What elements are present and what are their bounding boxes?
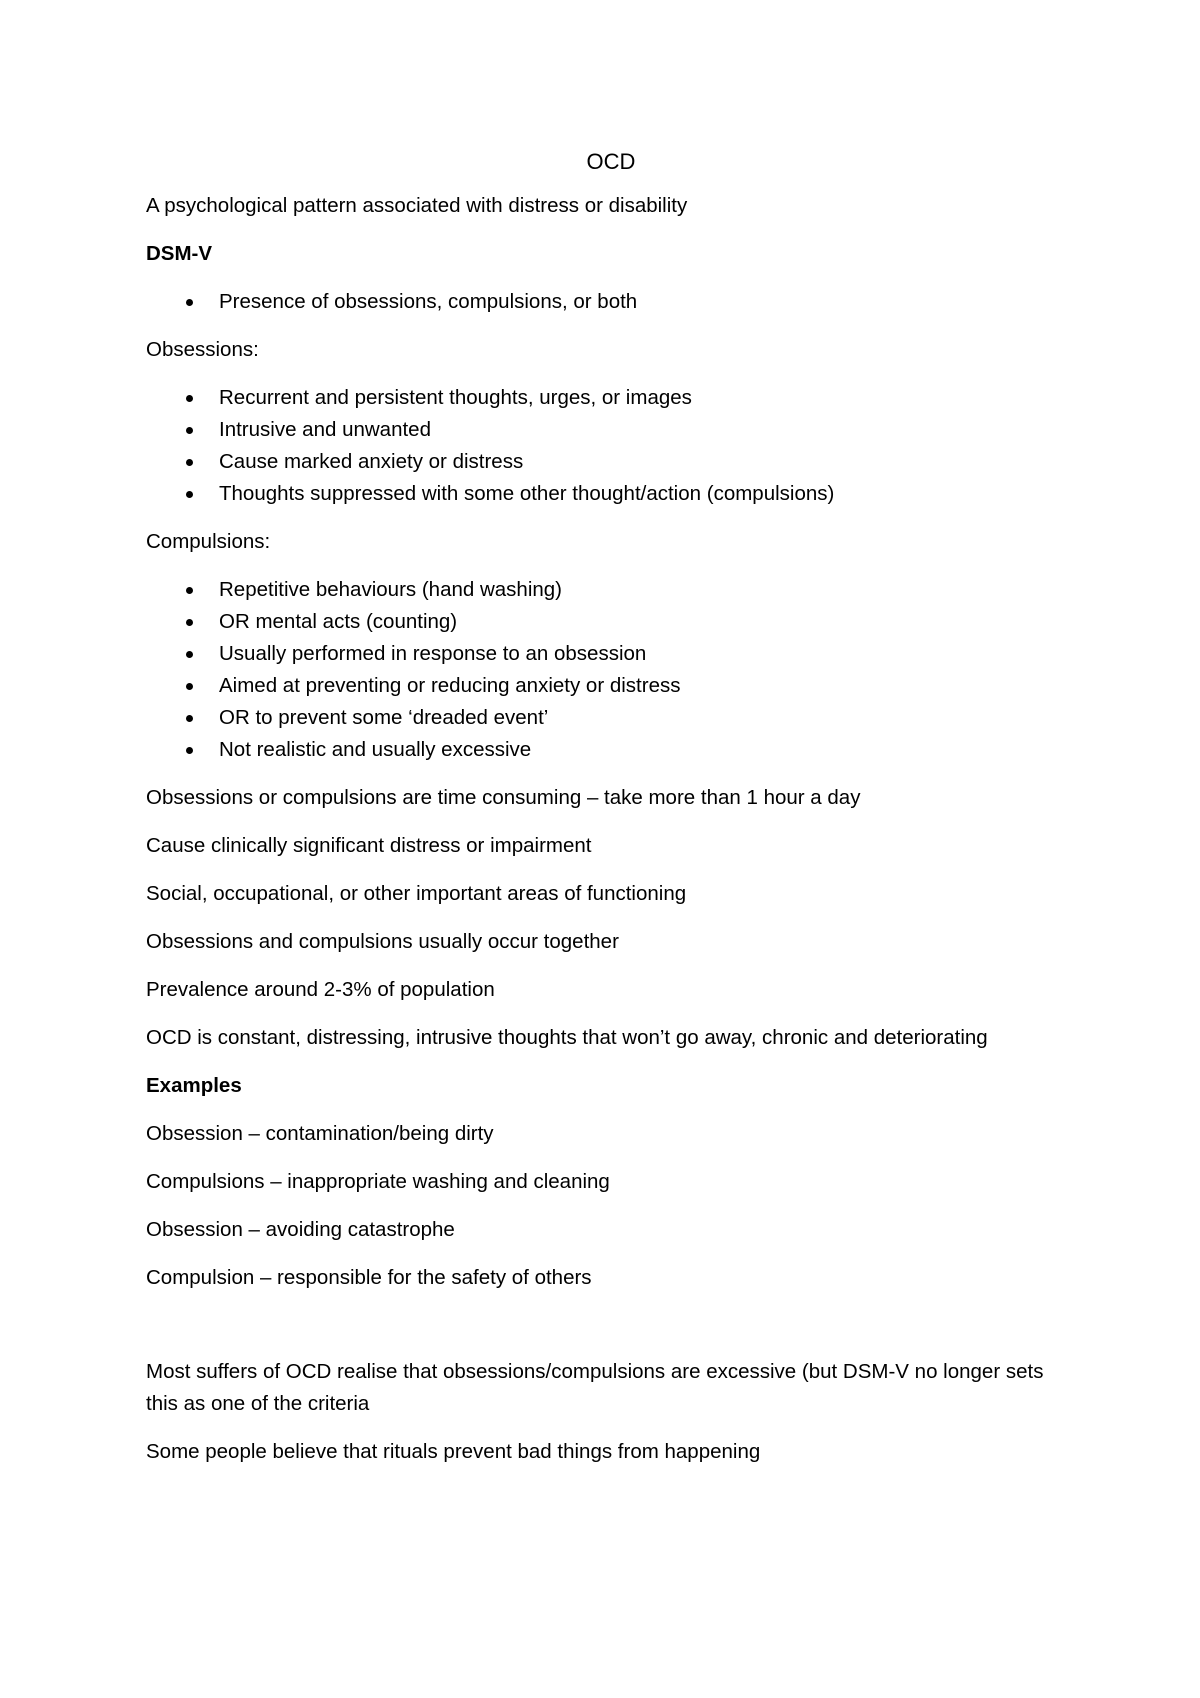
list-item <box>146 734 1076 766</box>
list-item <box>146 286 1076 318</box>
compulsions-heading: Compulsions: <box>146 530 271 553</box>
list-item-text: Presence of obsessions, compulsions, or both <box>219 290 638 313</box>
example-line: Compulsions – inappropriate washing and cleaning <box>146 1170 610 1193</box>
closing-paragraph: Some people believe that rituals prevent bad things from happening <box>146 1440 761 1463</box>
paragraph-together: Obsessions and compulsions usually occur together <box>146 930 619 953</box>
examples-heading: Examples <box>146 1074 242 1097</box>
list-item-text: OR to prevent some ‘dreaded event’ <box>219 706 549 729</box>
obsessions-list <box>146 382 1076 510</box>
list-item <box>146 670 1076 702</box>
list-item-text: Usually performed in response to an obsession <box>219 642 647 665</box>
example-line: Compulsion – responsible for the safety of others <box>146 1266 592 1289</box>
paragraph-prevalence: Prevalence around 2-3% of population <box>146 978 495 1001</box>
list-item <box>146 606 1076 638</box>
paragraph-description: OCD is constant, distressing, intrusive thoughts that won’t go away, chronic and deteriorating <box>146 1026 988 1049</box>
list-item-text: Cause marked anxiety or distress <box>219 450 524 473</box>
list-item <box>146 574 1076 606</box>
bullet-icon <box>186 747 193 754</box>
blank-line <box>146 1310 1076 1356</box>
bullet-icon <box>186 651 193 658</box>
list-item <box>146 638 1076 670</box>
list-item-text: Intrusive and unwanted <box>219 418 431 441</box>
list-item-text: Not realistic and usually excessive <box>219 738 532 761</box>
bullet-icon <box>186 427 193 434</box>
list-item-text: Repetitive behaviours (hand washing) <box>219 578 563 601</box>
list-item-text: OR mental acts (counting) <box>219 610 458 633</box>
document-body <box>146 146 1076 1484</box>
example-line: Obsession – contamination/being dirty <box>146 1122 494 1145</box>
bullet-icon <box>186 587 193 594</box>
bullet-icon <box>186 299 193 306</box>
closing-paragraph: Most suffers of OCD realise that obsessions/compulsions are excessive (but DSM-V no longer sets this as one of the criteria <box>146 1360 1044 1415</box>
list-item-text: Aimed at preventing or reducing anxiety or distress <box>219 674 681 697</box>
bullet-icon <box>186 395 193 402</box>
dsm-heading: DSM-V <box>146 242 213 265</box>
list-item <box>146 702 1076 734</box>
example-line: Obsession – avoiding catastrophe <box>146 1218 455 1241</box>
obsessions-heading: Obsessions: <box>146 338 259 361</box>
bullet-icon <box>186 715 193 722</box>
bullet-icon <box>186 619 193 626</box>
page-title: OCD <box>586 149 636 174</box>
paragraph-functioning: Social, occupational, or other important areas of functioning <box>146 882 687 905</box>
list-item <box>146 414 1076 446</box>
bullet-icon <box>186 683 193 690</box>
list-item <box>146 446 1076 478</box>
list-item-text: Recurrent and persistent thoughts, urges, or images <box>219 386 692 409</box>
list-item-text: Thoughts suppressed with some other thought/action (compulsions) <box>219 482 835 505</box>
paragraph-time-consuming: Obsessions or compulsions are time consuming – take more than 1 hour a day <box>146 786 861 809</box>
intro-paragraph: A psychological pattern associated with distress or disability <box>146 194 688 217</box>
bullet-icon <box>186 459 193 466</box>
list-item <box>146 478 1076 510</box>
dsm-list <box>146 286 1076 318</box>
paragraph-distress: Cause clinically significant distress or impairment <box>146 834 592 857</box>
bullet-icon <box>186 491 193 498</box>
list-item <box>146 382 1076 414</box>
compulsions-list <box>146 574 1076 766</box>
